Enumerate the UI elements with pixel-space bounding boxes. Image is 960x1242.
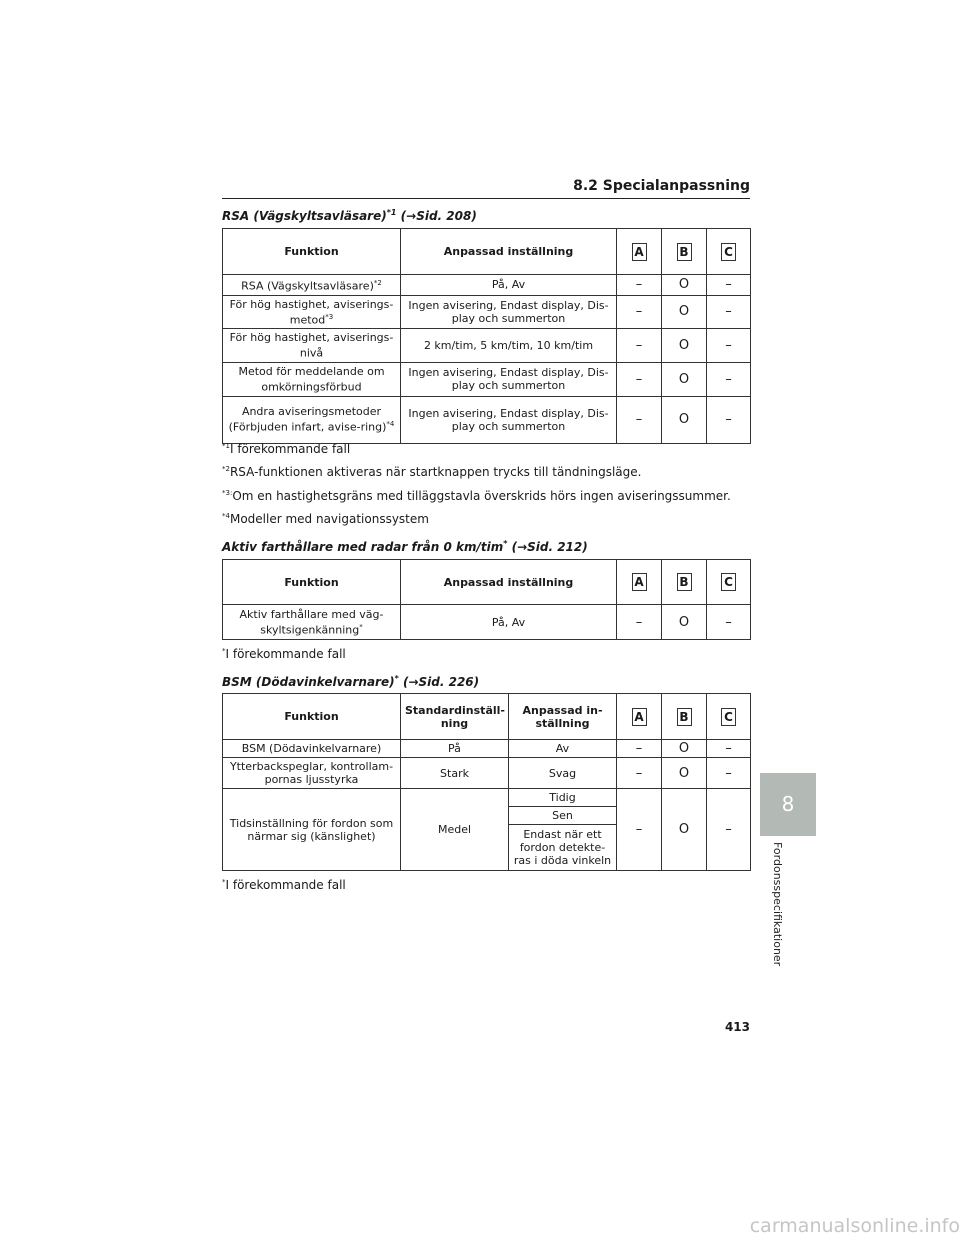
cell-installning: Av xyxy=(509,740,617,758)
acc-section-title: Aktiv farthållare med radar från 0 km/tim* (→Sid. 212) xyxy=(222,539,588,554)
cell-b: O xyxy=(662,740,707,758)
cell-installning: På, Av xyxy=(401,605,617,640)
bsm-section-title: BSM (Dödavinkelvarnare)* (→Sid. 226) xyxy=(222,674,480,689)
col-b xyxy=(662,229,707,275)
col-b-label: B xyxy=(677,243,692,261)
col-a-label: A xyxy=(632,573,647,591)
cell-b: O xyxy=(662,396,707,443)
cell-funktion: Tidsinställning för fordon som närmar sig (känslighet) xyxy=(223,789,401,871)
cell-c: – xyxy=(707,396,751,443)
col-funktion: Funktion xyxy=(223,560,401,605)
cell-a: – xyxy=(617,758,662,789)
table-row xyxy=(223,329,751,363)
col-installning: Anpassad inställning xyxy=(401,229,617,275)
rsa-table xyxy=(222,228,751,444)
col-funktion: Funktion xyxy=(223,229,401,275)
cell-a: – xyxy=(617,605,662,640)
watermark: carmanualsonline.info xyxy=(749,1215,960,1237)
bsm-footnote: *I förekommande fall xyxy=(222,878,346,892)
col-c xyxy=(707,694,751,740)
cell-funktion: BSM (Dödavinkelvarnare) xyxy=(223,740,401,758)
col-c-label: C xyxy=(721,708,736,726)
col-funktion: Funktion xyxy=(223,694,401,740)
col-b-label: B xyxy=(677,708,692,726)
chapter-label: Fordonsspecifikationer xyxy=(771,842,784,967)
cell-c: – xyxy=(707,740,751,758)
chapter-tab: 8 xyxy=(760,773,816,836)
cell-a: – xyxy=(617,275,662,296)
cell-a: – xyxy=(617,362,662,396)
rsa-footnote-4: $^{*4}$Modeller med navigationssystem xyxy=(222,512,429,526)
cell-installning: På, Av xyxy=(401,275,617,296)
cell-standard: Medel xyxy=(401,789,509,871)
cell-installning: Svag xyxy=(509,758,617,789)
cell-standard: Stark xyxy=(401,758,509,789)
col-a xyxy=(617,694,662,740)
col-c xyxy=(707,560,751,605)
cell-c: – xyxy=(707,295,751,329)
cell-a: – xyxy=(617,789,662,871)
cell-b: O xyxy=(662,295,707,329)
table-row xyxy=(223,605,751,640)
bsm-header-row xyxy=(223,694,751,740)
cell-option-endast: Endast när ett fordon detekte-ras i döda vinkeln xyxy=(509,825,617,871)
col-a xyxy=(617,229,662,275)
table-row xyxy=(223,362,751,396)
cell-installning: Ingen avisering, Endast display, Dis-play och summerton xyxy=(401,396,617,443)
col-b-label: B xyxy=(677,573,692,591)
cell-option-sen: Sen xyxy=(509,807,617,825)
cell-b: O xyxy=(662,789,707,871)
header-divider xyxy=(222,198,750,199)
rsa-footnote-1: $^{*1}$I förekommande fall xyxy=(222,442,351,456)
cell-b: O xyxy=(662,758,707,789)
cell-b: O xyxy=(662,275,707,296)
cell-installning: Ingen avisering, Endast display, Dis-play och summerton xyxy=(401,362,617,396)
col-installning: Anpassad inställning xyxy=(401,560,617,605)
table-row xyxy=(223,295,751,329)
cell-funktion: Aktiv farthållare med väg-skyltsigenkänning* xyxy=(223,605,401,640)
cell-c: – xyxy=(707,275,751,296)
cell-c: – xyxy=(707,758,751,789)
cell-b: O xyxy=(662,329,707,363)
col-a-label: A xyxy=(632,243,647,261)
cell-b: O xyxy=(662,362,707,396)
rsa-footnote-3: $^{*3:}$Om en hastighetsgräns med tilläggstavla överskrids hörs ingen aviseringssummer. xyxy=(222,489,731,503)
cell-c: – xyxy=(707,362,751,396)
cell-funktion: Ytterbackspeglar, kontrollam-pornas ljusstyrka xyxy=(223,758,401,789)
table-row xyxy=(223,396,751,443)
cell-c: – xyxy=(707,329,751,363)
col-a xyxy=(617,560,662,605)
cell-funktion: Andra aviseringsmetoder (Förbjuden infart, avise-ring)$^{*4}$ xyxy=(223,396,401,443)
acc-table xyxy=(222,559,751,640)
cell-funktion: RSA (Vägskyltsavläsare)$^{*2}$ xyxy=(223,275,401,296)
col-b xyxy=(662,694,707,740)
cell-funktion: För hög hastighet, aviserings-metod$^{*3}$ xyxy=(223,295,401,329)
cell-a: – xyxy=(617,329,662,363)
col-c-label: C xyxy=(721,243,736,261)
rsa-header-row xyxy=(223,229,751,275)
page-number: 413 xyxy=(724,1020,750,1034)
cell-b: O xyxy=(662,605,707,640)
col-b xyxy=(662,560,707,605)
table-row xyxy=(223,740,751,758)
col-c-label: C xyxy=(721,573,736,591)
acc-header-row xyxy=(223,560,751,605)
table-row xyxy=(223,789,751,807)
cell-funktion: För hög hastighet, aviserings-nivå xyxy=(223,329,401,363)
cell-c: – xyxy=(707,789,751,871)
cell-a: – xyxy=(617,396,662,443)
bsm-table xyxy=(222,693,751,871)
cell-funktion: Metod för meddelande om omkörningsförbud xyxy=(223,362,401,396)
col-c xyxy=(707,229,751,275)
cell-c: – xyxy=(707,605,751,640)
cell-a: – xyxy=(617,740,662,758)
acc-footnote: *I förekommande fall xyxy=(222,647,346,661)
table-row xyxy=(223,275,751,296)
rsa-section-title: RSA (Vägskyltsavläsare)$^{*1}$ (→Sid. 208) xyxy=(222,208,477,223)
cell-option-tidig: Tidig xyxy=(509,789,617,807)
cell-a: – xyxy=(617,295,662,329)
cell-installning: Ingen avisering, Endast display, Dis-play och summerton xyxy=(401,295,617,329)
col-installning: Anpassad in-ställning xyxy=(509,694,617,740)
table-row xyxy=(223,758,751,789)
col-a-label: A xyxy=(632,708,647,726)
col-standard: Standardinställ-ning xyxy=(401,694,509,740)
page-header: 8.2 Specialanpassning xyxy=(573,178,750,194)
cell-installning: 2 km/tim, 5 km/tim, 10 km/tim xyxy=(401,329,617,363)
rsa-footnote-2: $^{*2}$RSA-funktionen aktiveras när startknappen trycks till tändningsläge. xyxy=(222,465,642,479)
cell-standard: På xyxy=(401,740,509,758)
